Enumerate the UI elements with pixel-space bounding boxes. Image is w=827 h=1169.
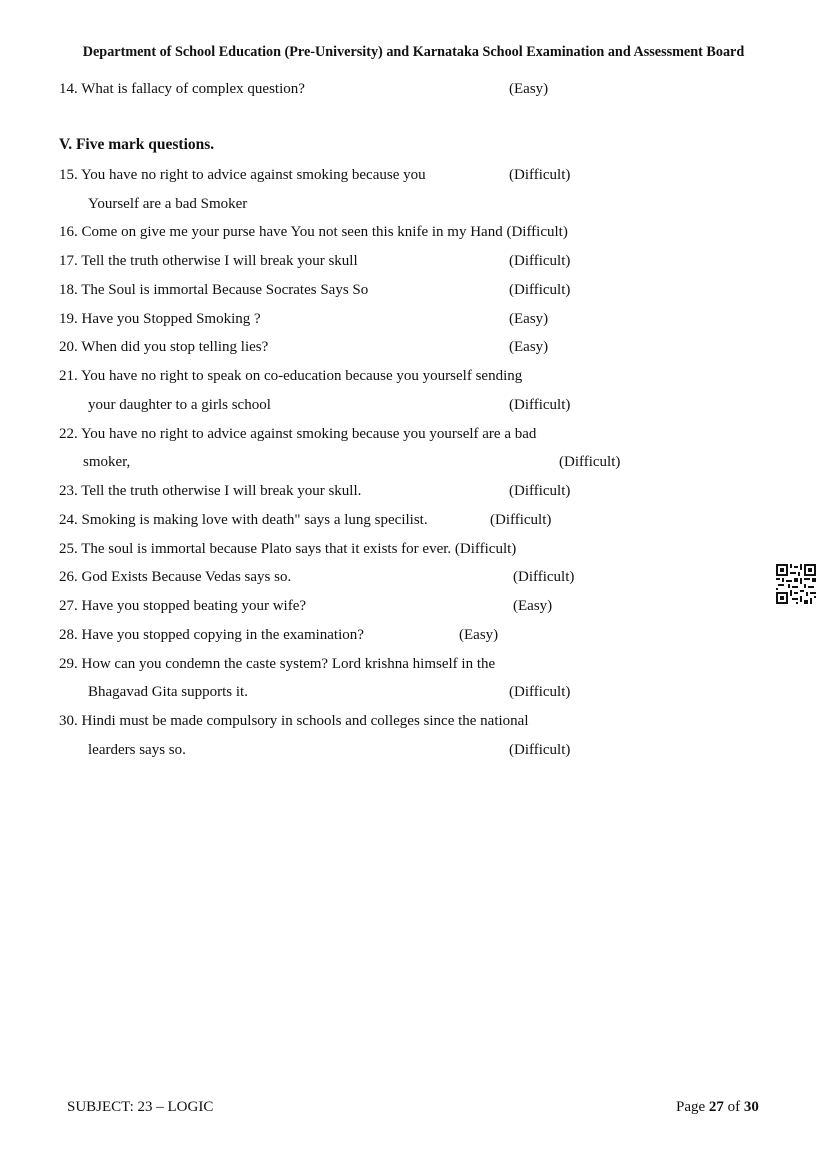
question-27: 27. Have you stopped beating your wife?: [59, 598, 307, 614]
question-22-line2: smoker,: [83, 454, 131, 470]
difficulty-24: (Difficult): [490, 512, 552, 528]
question-28: 28. Have you stopped copying in the examination?: [59, 627, 364, 643]
section-title: V. Five mark questions.: [59, 136, 215, 153]
question-29-line2: Bhagavad Gita supports it.: [88, 684, 248, 700]
question-15-line1: 15. You have no right to advice against smoking because you: [59, 167, 426, 183]
question-15-line2: Yourself are a bad Smoker: [88, 196, 248, 212]
page-current: 27: [708, 1099, 724, 1115]
difficulty-20: (Easy): [509, 339, 549, 355]
difficulty-22: (Difficult): [559, 454, 621, 470]
difficulty-30: (Difficult): [509, 742, 571, 758]
difficulty-18: (Difficult): [509, 282, 571, 298]
footer-page-number: [676, 1099, 759, 1116]
qr-code-icon: [776, 564, 816, 604]
difficulty-27: (Easy): [513, 598, 553, 614]
difficulty-29: (Difficult): [509, 684, 571, 700]
question-21-line1: 21. You have no right to speak on co-education because you yourself sending: [59, 368, 523, 384]
question-30-line1: 30. Hindi must be made compulsory in schools and colleges since the national: [59, 713, 529, 729]
page-prefix: Page: [676, 1099, 709, 1115]
difficulty-19: (Easy): [509, 311, 549, 327]
difficulty-15: (Difficult): [509, 167, 571, 183]
page-of: of: [723, 1099, 744, 1115]
page-header: Department of School Education (Pre-University) and Karnataka School Examination and Assessment Board: [82, 44, 745, 60]
difficulty-23: (Difficult): [509, 483, 571, 499]
question-26: 26. God Exists Because Vedas says so.: [59, 569, 292, 585]
difficulty-26: (Difficult): [513, 569, 575, 585]
question-16: 16. Come on give me your purse have You not seen this knife in my Hand (Difficult): [59, 224, 568, 240]
question-25: 25. The soul is immortal because Plato says that it exists for ever. (Difficult): [59, 541, 517, 557]
question-24: 24. Smoking is making love with death" says a lung specilist.: [59, 512, 428, 528]
question-29-line1: 29. How can you condemn the caste system? Lord krishna himself in the: [59, 656, 496, 672]
page-total: 30: [743, 1099, 759, 1115]
question-20: 20. When did you stop telling lies?: [59, 339, 269, 355]
question-19: 19. Have you Stopped Smoking ?: [59, 311, 261, 327]
question-14: 14. What is fallacy of complex question?: [59, 81, 305, 97]
question-22-line1: 22. You have no right to advice against smoking because you yourself are a bad: [59, 426, 537, 442]
question-18: 18. The Soul is immortal Because Socrates Says So: [59, 282, 369, 298]
difficulty-28: (Easy): [459, 627, 499, 643]
difficulty-21: (Difficult): [509, 397, 571, 413]
difficulty-14: (Easy): [509, 81, 549, 97]
question-17: 17. Tell the truth otherwise I will break your skull: [59, 253, 358, 269]
difficulty-17: (Difficult): [509, 253, 571, 269]
question-23: 23. Tell the truth otherwise I will break your skull.: [59, 483, 362, 499]
question-21-line2: your daughter to a girls school: [88, 397, 271, 413]
footer-subject: SUBJECT: 23 – LOGIC: [67, 1099, 214, 1115]
question-30-line2: learders says so.: [88, 742, 186, 758]
